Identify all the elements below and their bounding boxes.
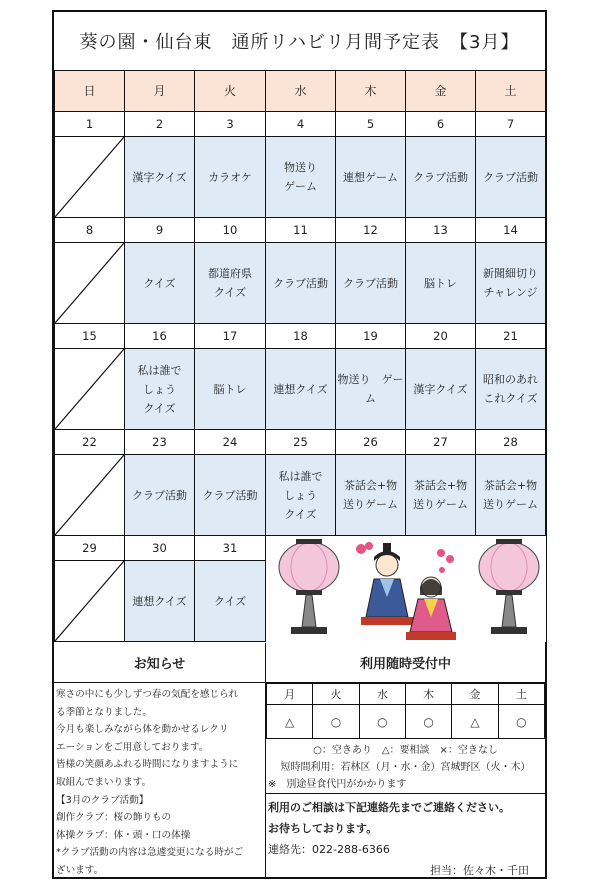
activity-label: 物送り ゲーム [284,161,317,193]
activity-cell [125,561,195,642]
weekday-header: 土 [476,71,546,112]
availability-day: 火 [313,684,359,705]
activity-label: 昭和のあれ これクイズ [483,373,538,405]
availability-day: 土 [498,684,544,705]
activity-cell [476,349,546,430]
activity-label: 茶話会+物 送りゲーム [483,479,538,511]
notice-line: 皆様の笑顔あふれる時間になりますように [56,759,239,771]
activity-cell [476,455,546,536]
availability-day: 月 [267,684,313,705]
date-number: 6 [406,112,476,137]
activity-cell [406,137,476,218]
date-number: 18 [266,324,336,349]
activity-cell [195,137,266,218]
date-number: 19 [336,324,406,349]
activity-cell [336,455,406,536]
activity-cell [195,561,266,642]
contact-box [266,793,545,881]
weekday-header: 日 [55,71,125,112]
date-number: 2 [125,112,195,137]
activity-cell [195,455,266,536]
activity-label: 連想クイズ [132,594,187,608]
date-number: 15 [55,324,125,349]
availability-legend: ○：空きあり △：要相談 ×：空きなし [313,745,498,756]
activity-cell [406,455,476,536]
activity-cell [476,243,546,324]
date-number: 25 [266,430,336,455]
notice-line: る季節となりました。 [56,706,152,718]
availability-mark: △ [452,705,498,739]
activity-cell [125,349,195,430]
notice-body [54,683,265,880]
contact-staff: 担当：佐々木・千田 [430,864,529,877]
date-number: 12 [336,218,406,243]
activity-cell [125,137,195,218]
activity-label: クラブ活動 [483,170,538,184]
page-title: 葵の園・仙台東 通所リハビリ月間予定表 【3月】 [54,12,545,71]
date-number: 28 [476,430,546,455]
date-number: 27 [406,430,476,455]
activity-cell [195,349,266,430]
activity-label: クラブ活動 [273,276,328,290]
date-number: 9 [125,218,195,243]
activity-cell [266,349,336,430]
empress-doll-icon [406,577,456,640]
weekday-header: 木 [336,71,406,112]
availability-mark: ○ [498,705,544,739]
sunday-closed-cell [55,561,125,642]
activity-label: 脳トレ [213,382,247,396]
notice-line: ざいます。 [56,864,104,876]
notice-line: 寒さの中にも少しずつ春の気配を感じられ [56,689,239,700]
activity-cell [266,455,336,536]
date-number: 20 [406,324,476,349]
activity-label: 私は誰で しょう クイズ [137,363,182,415]
availability-day: 木 [405,684,451,705]
availability-day: 水 [359,684,405,705]
date-number: 31 [195,536,266,561]
activity-label: 漢字クイズ [413,382,468,396]
activity-label: 新聞細切り チャレンジ [483,267,538,299]
availability-day: 金 [452,684,498,705]
availability-mark: △ [267,705,313,739]
activity-label: クイズ [213,594,247,608]
date-number: 24 [195,430,266,455]
weekday-header: 火 [195,71,266,112]
sunday-closed-cell [55,349,125,430]
notice-section [54,643,266,879]
date-number: 11 [266,218,336,243]
activity-label: 連想ゲーム [343,170,398,184]
activity-label: 茶話会+物 送りゲーム [343,479,398,511]
availability-title: 利用随時受付中 [266,643,545,683]
activity-label: 脳トレ [424,276,457,290]
activity-cell [266,243,336,324]
notice-line: 今月も楽しみながら体を動かせるレクリ [56,724,229,736]
activity-label: クイズ [143,276,176,290]
date-number: 5 [336,112,406,137]
activity-cell [406,243,476,324]
notice-line: 取組んでまいります。 [56,776,152,788]
activity-cell [195,243,266,324]
notice-line: 【3月のクラブ活動】 [56,794,149,806]
emperor-doll-icon [361,543,413,625]
notice-line: 体操クラブ：体・頭・口の体操 [56,829,191,841]
activity-label: クラブ活動 [132,488,187,502]
activity-label: 私は誰で しょう クイズ [278,469,323,521]
activity-cell [125,455,195,536]
activity-label: 茶話会+物 送りゲーム [413,479,468,511]
activity-label: カラオケ [208,170,252,184]
availability-table [266,683,545,739]
date-number: 10 [195,218,266,243]
activity-cell [406,349,476,430]
availability-mark: ○ [313,705,359,739]
activity-label: 漢字クイズ [132,170,187,184]
contact-phone: 連絡先：022-288-6366 [268,843,390,856]
lantern-right-icon [479,539,539,634]
availability-section [266,643,545,879]
short-time-info: 短時間利用：若林区（月・水・金）宮城野区（火・木） [280,762,531,773]
date-number: 21 [476,324,546,349]
date-number: 7 [476,112,546,137]
date-number: 22 [55,430,125,455]
date-number: 8 [55,218,125,243]
date-number: 4 [266,112,336,137]
date-number: 23 [125,430,195,455]
activity-cell [336,243,406,324]
weekday-header: 水 [266,71,336,112]
availability-mark: ○ [359,705,405,739]
date-number: 16 [125,324,195,349]
contact-message: 利用のご相談は下記連絡先までご連絡ください。 [268,801,510,814]
date-number: 17 [195,324,266,349]
date-number: 14 [476,218,546,243]
activity-label: 都道府県 クイズ [208,267,252,299]
weekday-header: 金 [406,71,476,112]
date-number: 29 [55,536,125,561]
activity-cell [125,243,195,324]
lunch-note: ※ 別途昼食代円がかかります [268,779,407,790]
sunday-closed-cell [55,243,125,324]
activity-label: 物送り ゲー ム [337,373,404,405]
notice-title: お知らせ [54,643,265,683]
activity-label: クラブ活動 [202,488,258,502]
date-number: 1 [55,112,125,137]
contact-message-2: お待ちしております。 [268,822,378,835]
availability-mark: ○ [405,705,451,739]
activity-cell [476,137,546,218]
date-number: 30 [125,536,195,561]
notice-line: エーションをご用意しております。 [56,741,209,753]
weekday-header: 月 [125,71,195,112]
activity-label: クラブ活動 [413,170,468,184]
activity-cell [336,137,406,218]
activity-label: 連想クイズ [273,382,328,396]
notice-line: 創作クラブ：桜の飾りもの [56,812,172,824]
sunday-closed-cell [55,455,125,536]
hinamatsuri-illustration [266,537,545,643]
schedule-frame [52,10,547,879]
lantern-left-icon [279,539,339,634]
notice-line: *クラブ活動の内容は急遽変更になる時がご [56,847,244,859]
activity-cell [336,349,406,430]
activity-label: クラブ活動 [343,276,398,290]
activity-cell [266,137,336,218]
date-number: 13 [406,218,476,243]
date-number: 26 [336,430,406,455]
date-number: 3 [195,112,266,137]
sunday-closed-cell [55,137,125,218]
